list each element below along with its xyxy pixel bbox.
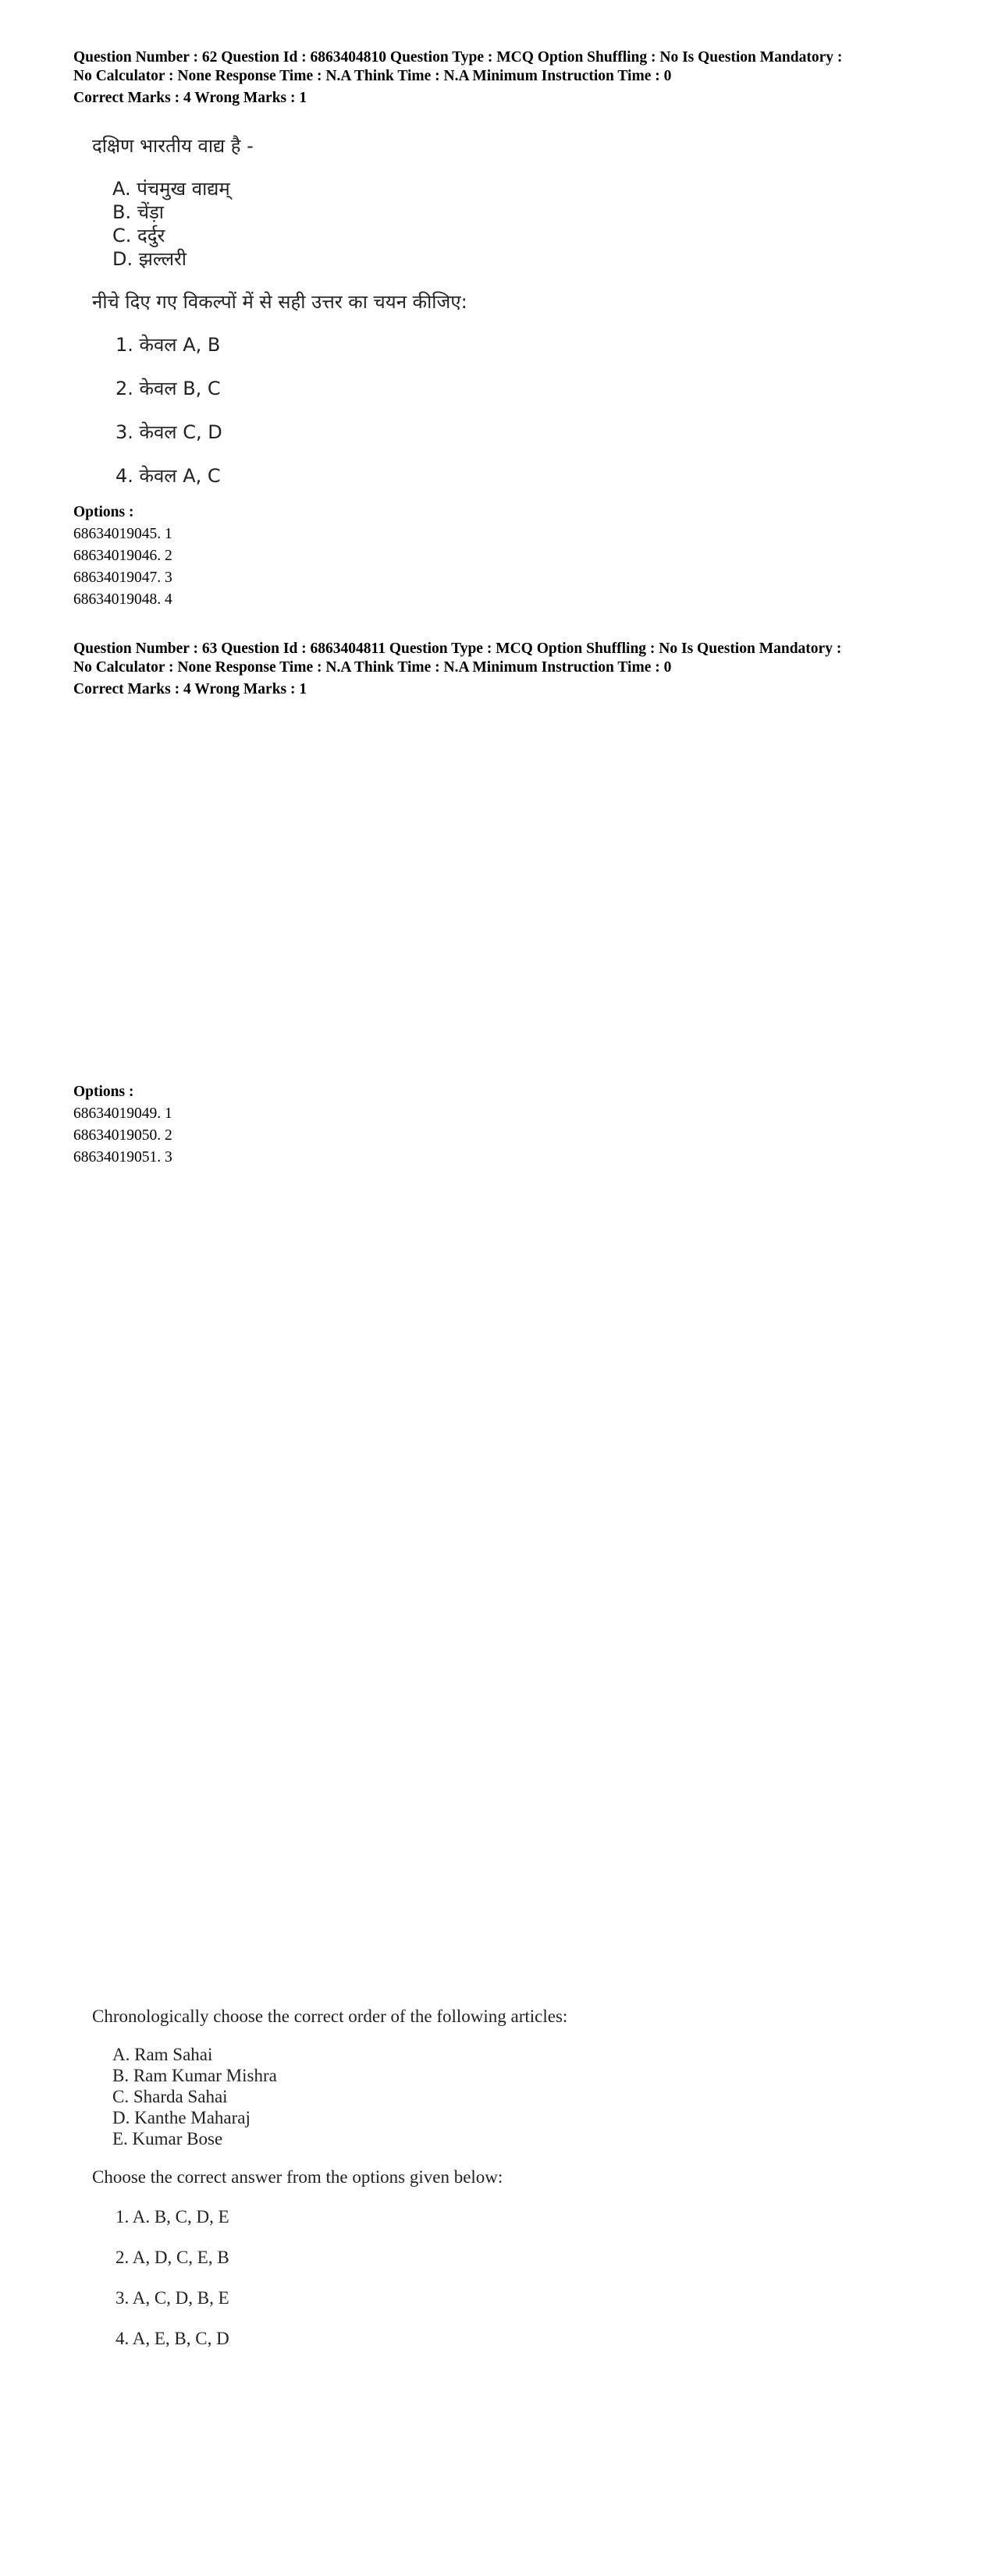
answer-choice: 2. A, D, C, E, B: [115, 2248, 229, 2267]
choice-item: C. दर्दुर: [112, 225, 165, 247]
question-meta-line: No Calculator : None Response Time : N.A Think Time : N.A Minimum Instruction Time : 0: [73, 659, 672, 676]
question-stem: Chronologically choose the correct order of the following articles:: [92, 2007, 568, 2026]
question-63-body: [73, 1288, 947, 2576]
choice-item: A. पंचमुख वाद्यम्: [112, 178, 230, 200]
question-meta-line: Question Number : 63 Question Id : 6863404811 Question Type : MCQ Option Shuffling : No Is Question Mandatory :: [73, 640, 842, 657]
question-meta-line: Question Number : 62 Question Id : 6863404810 Question Type : MCQ Option Shuffling : No Is Question Mandatory :: [73, 49, 843, 66]
answer-choice: 4. केवल A, C: [115, 465, 221, 487]
answer-choice: 1. A. B, C, D, E: [115, 2207, 229, 2227]
option-id-line: 68634019050. 2: [73, 1127, 172, 1144]
question-instruction: Choose the correct answer from the options given below:: [92, 2167, 503, 2187]
option-id-line: 68634019046. 2: [73, 548, 172, 564]
option-id-line: 68634019045. 1: [73, 526, 172, 542]
answer-choice: 1. केवल A, B: [115, 334, 221, 356]
options-label: Options :: [73, 1084, 134, 1100]
options-label: Options :: [73, 504, 134, 520]
option-id-line: 68634019048. 4: [73, 591, 172, 608]
choice-item: D. Kanthe Maharaj: [112, 2108, 251, 2127]
choice-item: D. झल्लरी: [112, 248, 187, 270]
answer-choice: 2. केवल B, C: [115, 378, 221, 399]
option-id-line: 68634019051. 3: [73, 1149, 172, 1166]
question-62-header: [73, 48, 947, 108]
option-id-line: 68634019049. 1: [73, 1105, 172, 1122]
answer-choice: 3. केवल C, D: [115, 421, 222, 443]
question-stem: दक्षिण भारतीय वाद्य है -: [92, 135, 254, 157]
choice-item: B. चेंड़ा: [112, 201, 165, 223]
answer-choice: 4. A, E, B, C, D: [115, 2329, 229, 2348]
question-63-header: [73, 640, 947, 699]
question-instruction: नीचे दिए गए विकल्पों में से सही उत्तर का चयन कीजिए:: [92, 291, 467, 313]
question-marks: Correct Marks : 4 Wrong Marks : 1: [73, 90, 307, 106]
question-meta-line: No Calculator : None Response Time : N.A Think Time : N.A Minimum Instruction Time : 0: [73, 68, 672, 84]
option-id-line: 68634019047. 3: [73, 569, 172, 586]
choice-item: C. Sharda Sahai: [112, 2087, 228, 2106]
answer-choice: 3. A, C, D, B, E: [115, 2288, 229, 2308]
choice-item: B. Ram Kumar Mishra: [112, 2066, 277, 2085]
question-marks: Correct Marks : 4 Wrong Marks : 1: [73, 681, 307, 697]
choice-item: A. Ram Sahai: [112, 2045, 213, 2064]
choice-item: E. Kumar Bose: [112, 2129, 223, 2148]
